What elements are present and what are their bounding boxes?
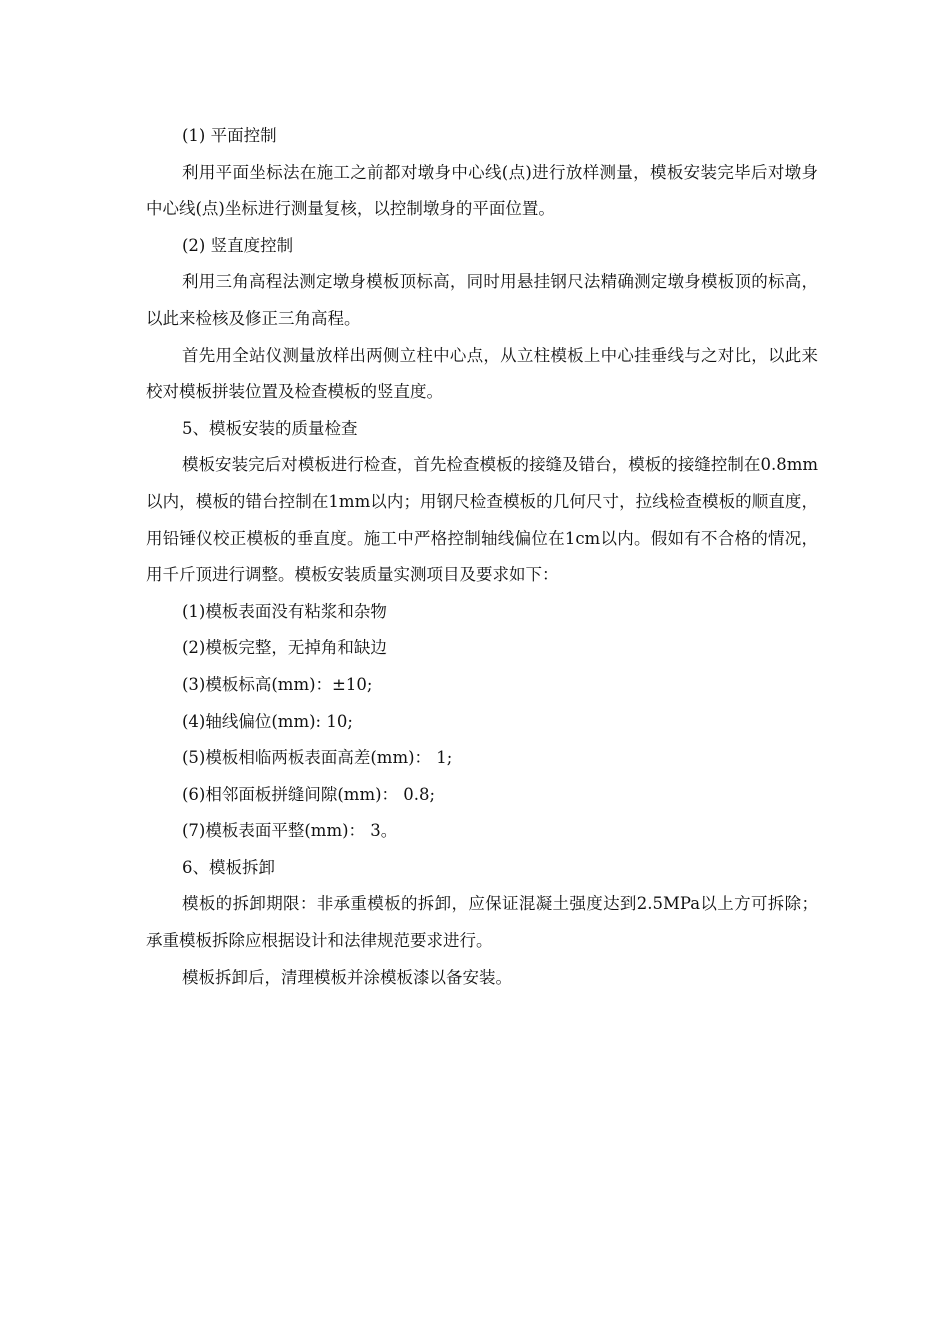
paragraph-removal-period: 模板的拆卸期限：非承重模板的拆卸，应保证混凝土强度达到2.5MPa以上方可拆除；承重模板拆除应根据设计和法律规范要求进行。 — [146, 894, 818, 951]
requirement-item-7: (7)模板表面平整(mm)： 3。 — [182, 821, 398, 841]
requirement-item-1: (1)模板表面没有粘浆和杂物 — [182, 601, 387, 621]
section-heading-plane-control: (1) 平面控制 — [182, 126, 277, 145]
requirement-item-6: (6)相邻面板拼缝间隙(mm)： 0.8; — [182, 784, 436, 804]
section-heading-quality-check: 5、模板安装的质量检查 — [182, 418, 358, 438]
paragraph-trig-leveling: 利用三角高程法测定墩身模板顶标高，同时用悬挂钢尺法精确测定墩身模板顶的标高，以此来检核及修正三角高程。 — [146, 272, 818, 328]
requirement-item-4: (4)轴线偏位(mm): 10; — [182, 711, 353, 731]
requirement-item-2: (2)模板完整，无掉角和缺边 — [182, 638, 387, 658]
paragraph-plane-control: 利用平面坐标法在施工之前都对墩身中心线(点)进行放样测量，模板安装完毕后对墩身中心线(点)坐标进行测量复核，以控制墩身的平面位置。 — [146, 162, 818, 219]
document-body — [146, 118, 818, 996]
paragraph-quality-check: 模板安装完后对模板进行检查，首先检查模板的接缝及错台，模板的接缝控制在0.8mm以内，模板的错台控制在1mm以内；用钢尺检查模板的几何尺寸，拉线检查模板的顺直度，用铅锤仪校正模板的垂直度。施工中严格控制轴线偏位在1cm以内。假如有不合格的情况，用千斤顶进行调整。模板安装质量实测项目及要求如下： — [146, 455, 818, 585]
section-heading-formwork-removal: 6、模板拆卸 — [182, 857, 275, 877]
paragraph-total-station: 首先用全站仪测量放样出两侧立柱中心点，从立柱模板上中心挂垂线与之对比，以此来校对模板拼装位置及检查模板的竖直度。 — [146, 345, 818, 402]
requirement-item-5: (5)模板相临两板表面高差(mm)： 1; — [182, 748, 453, 768]
requirement-item-3: (3)模板标高(mm)：±10; — [182, 674, 373, 694]
section-heading-verticality-control: (2) 竖直度控制 — [182, 235, 294, 255]
paragraph-after-removal: 模板拆卸后，清理模板并涂模板漆以备安装。 — [182, 967, 512, 987]
